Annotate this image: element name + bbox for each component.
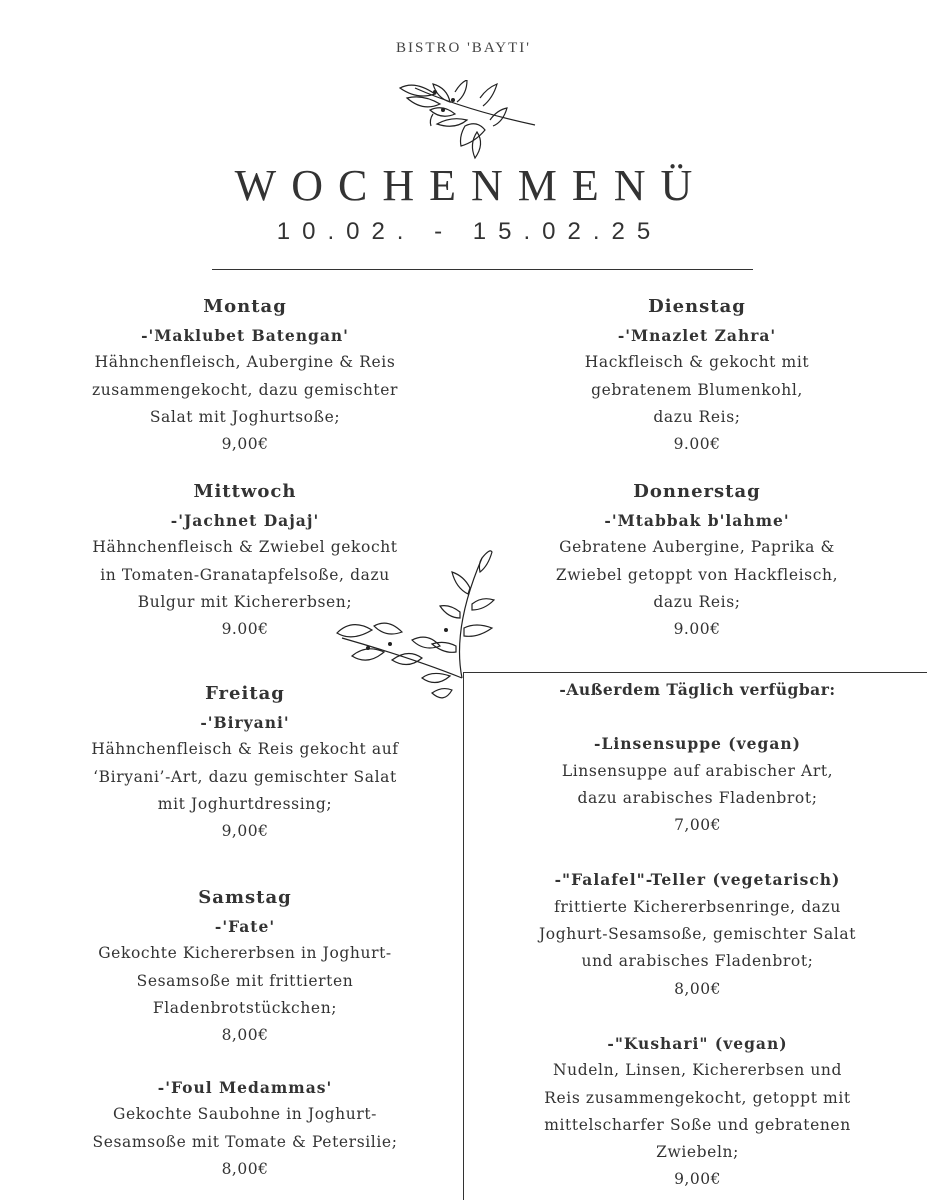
- dish-name: -"Kushari" (vegan): [607, 1033, 788, 1053]
- dish-name: -'Fate': [214, 917, 276, 936]
- dish-price: 8,00€: [674, 979, 721, 998]
- day-heading: Freitag: [205, 683, 285, 704]
- dish-price: 9,00€: [221, 435, 269, 454]
- daily-extras: [500, 676, 895, 1194]
- dish-name: -'Foul Medammas': [157, 1078, 333, 1097]
- menu-item-donnerstag: [512, 477, 882, 643]
- dish-price: 8,00€: [221, 1026, 269, 1045]
- day-heading: Samstag: [198, 887, 292, 908]
- day-heading: Donnerstag: [633, 481, 761, 502]
- dish-description: Hähnchenfleisch, Aubergine & Reis zusammengekocht, dazu gemischter Salat mit Joghurtsoße;: [91, 353, 399, 426]
- dish-price: 9.00€: [673, 435, 721, 454]
- dish-name: -'Mnazlet Zahra': [617, 326, 777, 345]
- dish-price: 9,00€: [674, 1170, 721, 1189]
- dish-description: Hähnchenfleisch & Reis gekocht auf ‘Biryani’-Art, dazu gemischter Salat mit Joghurtdressing;: [91, 740, 399, 813]
- dish-description: Hackfleisch & gekocht mit gebratenem Blumenkohl, dazu Reis;: [584, 353, 810, 426]
- horizontal-divider: [463, 672, 927, 673]
- extras-heading: -Außerdem Täglich verfügbar:: [559, 680, 836, 699]
- date-range: 10.02. - 15.02.25: [276, 218, 663, 245]
- day-heading: Mittwoch: [193, 481, 297, 502]
- dish-name: -"Falafel"-Teller (vegetarisch): [554, 870, 841, 890]
- menu-item-samstag-alt: [60, 1074, 430, 1183]
- dish-description: Linsensuppe auf arabischer Art, dazu arabisches Fladenbrot;: [561, 761, 834, 807]
- dish-price: 9,00€: [221, 822, 269, 841]
- extra-item-linsensuppe: [500, 730, 895, 839]
- dish-description: Gekochte Kichererbsen in Joghurt- Sesamsoße mit frittierten Fladenbrotstückchen;: [98, 944, 392, 1017]
- extra-item-falafel: [500, 866, 895, 1002]
- dish-price: 9.00€: [673, 620, 721, 639]
- dish-name: -'Jachnet Dajaj': [170, 511, 320, 530]
- dish-description: Nudeln, Linsen, Kichererbsen und Reis zusammengekocht, getoppt mit mittelscharfer Soße und gebratenen Zwiebeln;: [544, 1061, 851, 1162]
- day-heading: Dienstag: [648, 296, 746, 317]
- menu-item-dienstag: [512, 292, 882, 458]
- menu-item-freitag: [60, 679, 430, 845]
- header-divider: [212, 269, 753, 270]
- dish-price: 7,00€: [674, 816, 721, 835]
- page-title: WOCHENMENÜ: [234, 161, 708, 210]
- dish-description: Gebratene Aubergine, Paprika & Zwiebel getoppt von Hackfleisch, dazu Reis;: [555, 538, 839, 611]
- brand-name: BISTRO 'BAYTI': [396, 40, 531, 56]
- vertical-divider: [463, 672, 464, 1200]
- dish-price: 8,00€: [221, 1159, 269, 1178]
- dish-price: 9.00€: [221, 620, 269, 639]
- extra-item-kushari: [500, 1030, 895, 1194]
- dish-name: -'Biryani': [200, 713, 290, 732]
- menu-item-samstag: [60, 883, 430, 1049]
- menu-item-montag: [60, 292, 430, 458]
- dish-description: Hähnchenfleisch & Zwiebel gekocht in Tomaten-Granatapfelsoße, dazu Bulgur mit Kichererbsen;: [92, 538, 398, 611]
- dish-name: -'Maklubet Batengan': [141, 326, 349, 345]
- dish-name: -'Mtabbak b'lahme': [604, 511, 790, 530]
- day-heading: Montag: [203, 296, 287, 317]
- dish-description: Gekochte Saubohne in Joghurt- Sesamsoße mit Tomate & Petersilie;: [92, 1105, 398, 1151]
- menu-item-mittwoch: [60, 477, 430, 643]
- dish-description: frittierte Kichererbsenringe, dazu Joghurt-Sesamsoße, gemischter Salat und arabisches Fladenbrot;: [538, 897, 857, 971]
- dish-name: -Linsensuppe (vegan): [594, 734, 801, 754]
- olive-branch-icon: [395, 80, 540, 160]
